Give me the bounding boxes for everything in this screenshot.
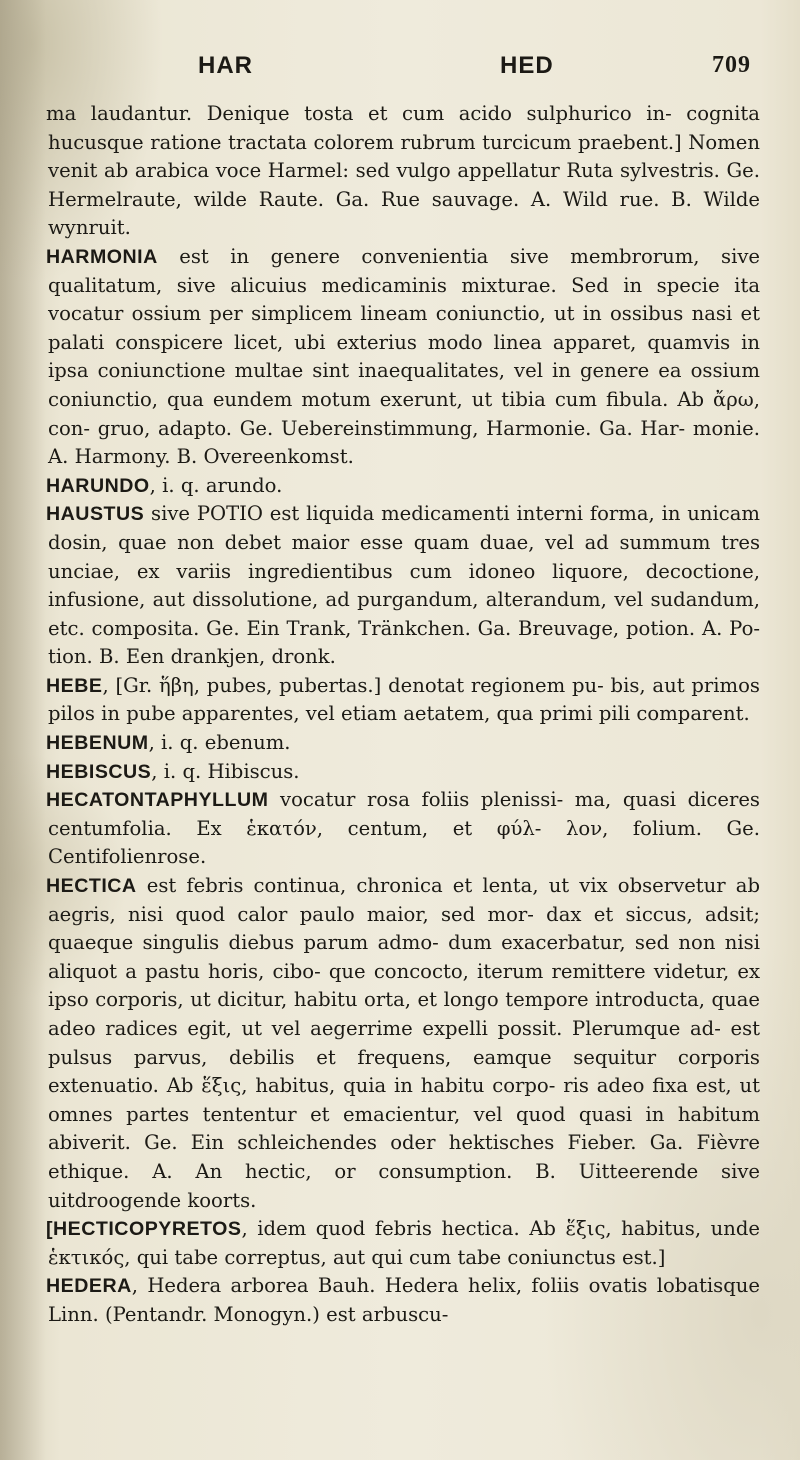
- entry-headword: HEDERA: [46, 1275, 132, 1298]
- entry-headword: [HECTICOPYRETOS: [46, 1218, 242, 1241]
- dictionary-entry: [48, 472, 760, 501]
- header-center-word: HED: [500, 52, 554, 79]
- entry-headword: HEBE: [46, 674, 103, 697]
- dictionary-entry: [48, 729, 760, 758]
- entry-text: est febris continua, chronica et lenta, ut vix observetur ab aegris, nisi quod calor paulo maior, sed mor- dax et siccus, adsit; quaeque singulis diebus parum admo- dum exacerbatur, sed non nisi aliquot a pastu horis, cibo- que concocto, iterum remittere videtur, ex ipso corporis, ut dicitur, habitu orta, et longo tempore introducta, quae adeo radices egit, ut vel aegerrime expelli possit. Plerumque ad- est pulsus parvus, debilis et frequens, eamque sequitur corporis extenuatio. Ab ἕξις, habitus, quia in habitu corpo- ris adeo fixa est, ut omnes partes tententur et emacientur, vel quod quasi in habitum abiverit. Ge. Ein schleichendes oder hektisches Fieber. Ga. Fièvre ethique. A. An hectic, or consumption. B. Uitteerende sive uitdroogende koorts.: [48, 874, 761, 1212]
- header-left-word: HAR: [198, 52, 253, 79]
- entry-text: vocatur rosa foliis plenissi- ma, quasi diceres centumfolia. Ex ἑκατόν, centum, et φύλ- λον, folium. Ge. Centifolienrose.: [48, 788, 760, 869]
- entry-headword: HARUNDO: [46, 474, 150, 497]
- entry-text: sive POTIO est liquida medicamenti interni forma, in unicam dosin, quae non debet maior esse quam duae, vel ad summum tres unciae, ex variis ingredientibus cum idoneo liquore, decoctione, infusione, aut dissolutione, ad purgandum, alterandum, vel sudandum, etc. composita. Ge. Ein Trank, Tränkchen. Ga. Breuvage, potion. A. Po- tion. B. Een drankjen, dronk.: [48, 502, 760, 669]
- dictionary-entry: [48, 758, 760, 787]
- dictionary-entry: [48, 872, 760, 1215]
- dictionary-body: [48, 100, 760, 1330]
- entry-headword: HAUSTUS: [46, 503, 145, 526]
- dictionary-entry: [48, 1215, 760, 1272]
- entry-text: , idem quod febris hectica. Ab ἕξις, habitus, unde ἑκτικός, qui tabe correptus, aut qui cum tabe coniunctus est.]: [48, 1217, 760, 1269]
- dictionary-entry: [48, 672, 760, 729]
- entry-text: ma laudantur. Denique tosta et cum acido sulphurico in- cognita hucusque ratione tractata colorem rubrum turcicum praebent.] Nomen venit ab arabica voce Harmel: sed vulgo appellatur Ruta sylvestris. Ge. Hermelraute, wilde Raute. Ga. Rue sauvage. A. Wild rue. B. Wilde wynruit.: [46, 102, 760, 240]
- entry-text: est in genere convenientia sive membrorum, sive qualitatum, sive alicuius medicaminis mixturae. Sed in specie ita vocatur ossium per simplicem lineam coniunctio, ut in ossibus nasi et palati conspicere licet, ubi exterius modo linea apparet, quamvis in ipsa coniunctione multae sint inaequalitates, vel in genere ea ossium coniunctio, qua eundem motum exerunt, ut tibia cum fibula. Ab ἄρω, con- gruo, adapto. Ge. Uebereinstimmung, Harmonie. Ga. Har- monie. A. Harmony. B. Overeenkomst.: [48, 244, 760, 469]
- entry-text: , i. q. Hibiscus.: [151, 759, 300, 783]
- entry-headword: HEBENUM: [46, 732, 149, 755]
- running-header: [0, 52, 800, 92]
- entry-headword: HECTICA: [46, 875, 137, 898]
- entry-text: , i. q. arundo.: [149, 473, 283, 497]
- entry-text: , Hedera arborea Bauh. Hedera helix, foliis ovatis lobatisque Linn. (Pentandr. Monogyn.) est arbuscu-: [48, 1274, 760, 1326]
- entry-text: , i. q. ebenum.: [148, 731, 291, 755]
- dictionary-entry: [48, 1272, 760, 1329]
- dictionary-entry: [48, 786, 760, 872]
- entry-headword: HECATONTAPHYLLUM: [46, 789, 269, 812]
- dictionary-entry: [48, 100, 760, 243]
- page-number: 709: [712, 52, 751, 78]
- binding-shadow: [0, 0, 46, 1460]
- dictionary-entry: [48, 500, 760, 672]
- entry-headword: HEBISCUS: [46, 760, 152, 783]
- dictionary-entry: [48, 243, 760, 472]
- entry-text: , [Gr. ἥβη, pubes, pubertas.] denotat regionem pu- bis, aut primos pilos in pube apparentes, vel etiam aetatem, qua primi pili comparent.: [48, 673, 760, 726]
- entry-headword: HARMONIA: [46, 245, 158, 268]
